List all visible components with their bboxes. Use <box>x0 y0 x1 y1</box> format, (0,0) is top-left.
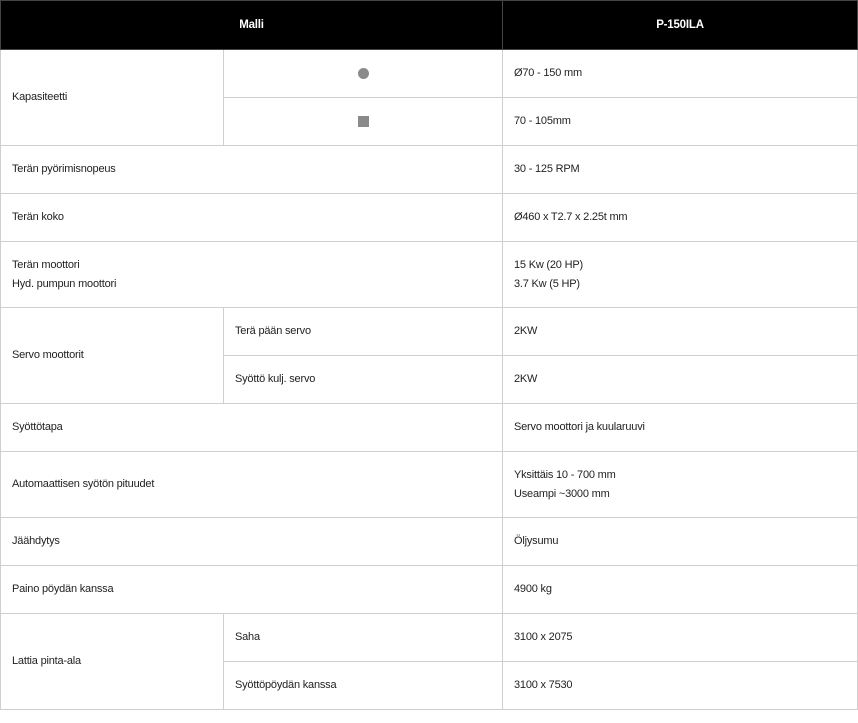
capacity-square-value: 70 - 105mm <box>503 98 858 146</box>
blade-motor-label: Terän moottori <box>12 258 80 271</box>
blade-speed-value: 30 - 125 RPM <box>503 146 858 194</box>
table-row-feed-method <box>1 404 858 452</box>
floor-table-value: 3100 x 7530 <box>503 662 858 710</box>
floor-saw-label: Saha <box>224 614 503 662</box>
servo-blade-label: Terä pään servo <box>224 308 503 356</box>
feed-method-label: Syöttötapa <box>1 404 503 452</box>
pump-motor-label: Hyd. pumpun moottori <box>12 277 117 290</box>
auto-feed-single-value: Yksittäis 10 - 700 mm <box>514 468 616 481</box>
floor-saw-value: 3100 x 2075 <box>503 614 858 662</box>
model-label: Malli <box>1 1 503 50</box>
motors-label-cell <box>1 242 503 308</box>
capacity-round-value: Ø70 - 150 mm <box>503 50 858 98</box>
table-row-cooling <box>1 518 858 566</box>
model-value: P-150ILA <box>503 1 858 50</box>
auto-feed-label: Automaattisen syötön pituudet <box>1 452 503 518</box>
floor-table-label: Syöttöpöydän kanssa <box>224 662 503 710</box>
motors-value-cell <box>503 242 858 308</box>
feed-method-value: Servo moottori ja kuularuuvi <box>503 404 858 452</box>
round-symbol-cell <box>224 50 503 98</box>
weight-label: Paino pöydän kanssa <box>1 566 503 614</box>
servo-blade-value: 2KW <box>503 308 858 356</box>
cooling-label: Jäähdytys <box>1 518 503 566</box>
auto-feed-value-cell <box>503 452 858 518</box>
table-row-blade-speed <box>1 146 858 194</box>
capacity-label: Kapasiteetti <box>1 50 224 146</box>
table-row-capacity-round <box>1 50 858 98</box>
circle-icon <box>358 68 369 79</box>
square-icon <box>358 116 369 127</box>
header-row <box>1 1 858 50</box>
servo-feed-label: Syöttö kulj. servo <box>224 356 503 404</box>
blade-speed-label: Terän pyörimisnopeus <box>1 146 503 194</box>
auto-feed-multi-value: Useampi ~3000 mm <box>514 487 610 500</box>
table-row-weight <box>1 566 858 614</box>
table-row-auto-feed <box>1 452 858 518</box>
table-row-floor-saw <box>1 614 858 662</box>
servo-feed-value: 2KW <box>503 356 858 404</box>
square-symbol-cell <box>224 98 503 146</box>
weight-value: 4900 kg <box>503 566 858 614</box>
blade-motor-value: 15 Kw (20 HP) <box>514 258 583 271</box>
table-row-blade-size <box>1 194 858 242</box>
servo-label: Servo moottorit <box>1 308 224 404</box>
pump-motor-value: 3.7 Kw (5 HP) <box>514 277 580 290</box>
blade-size-value: Ø460 x T2.7 x 2.25t mm <box>503 194 858 242</box>
table-row-motors <box>1 242 858 308</box>
cooling-value: Öljysumu <box>503 518 858 566</box>
table-row-servo-blade <box>1 308 858 356</box>
blade-size-label: Terän koko <box>1 194 503 242</box>
floor-area-label: Lattia pinta-ala <box>1 614 224 710</box>
